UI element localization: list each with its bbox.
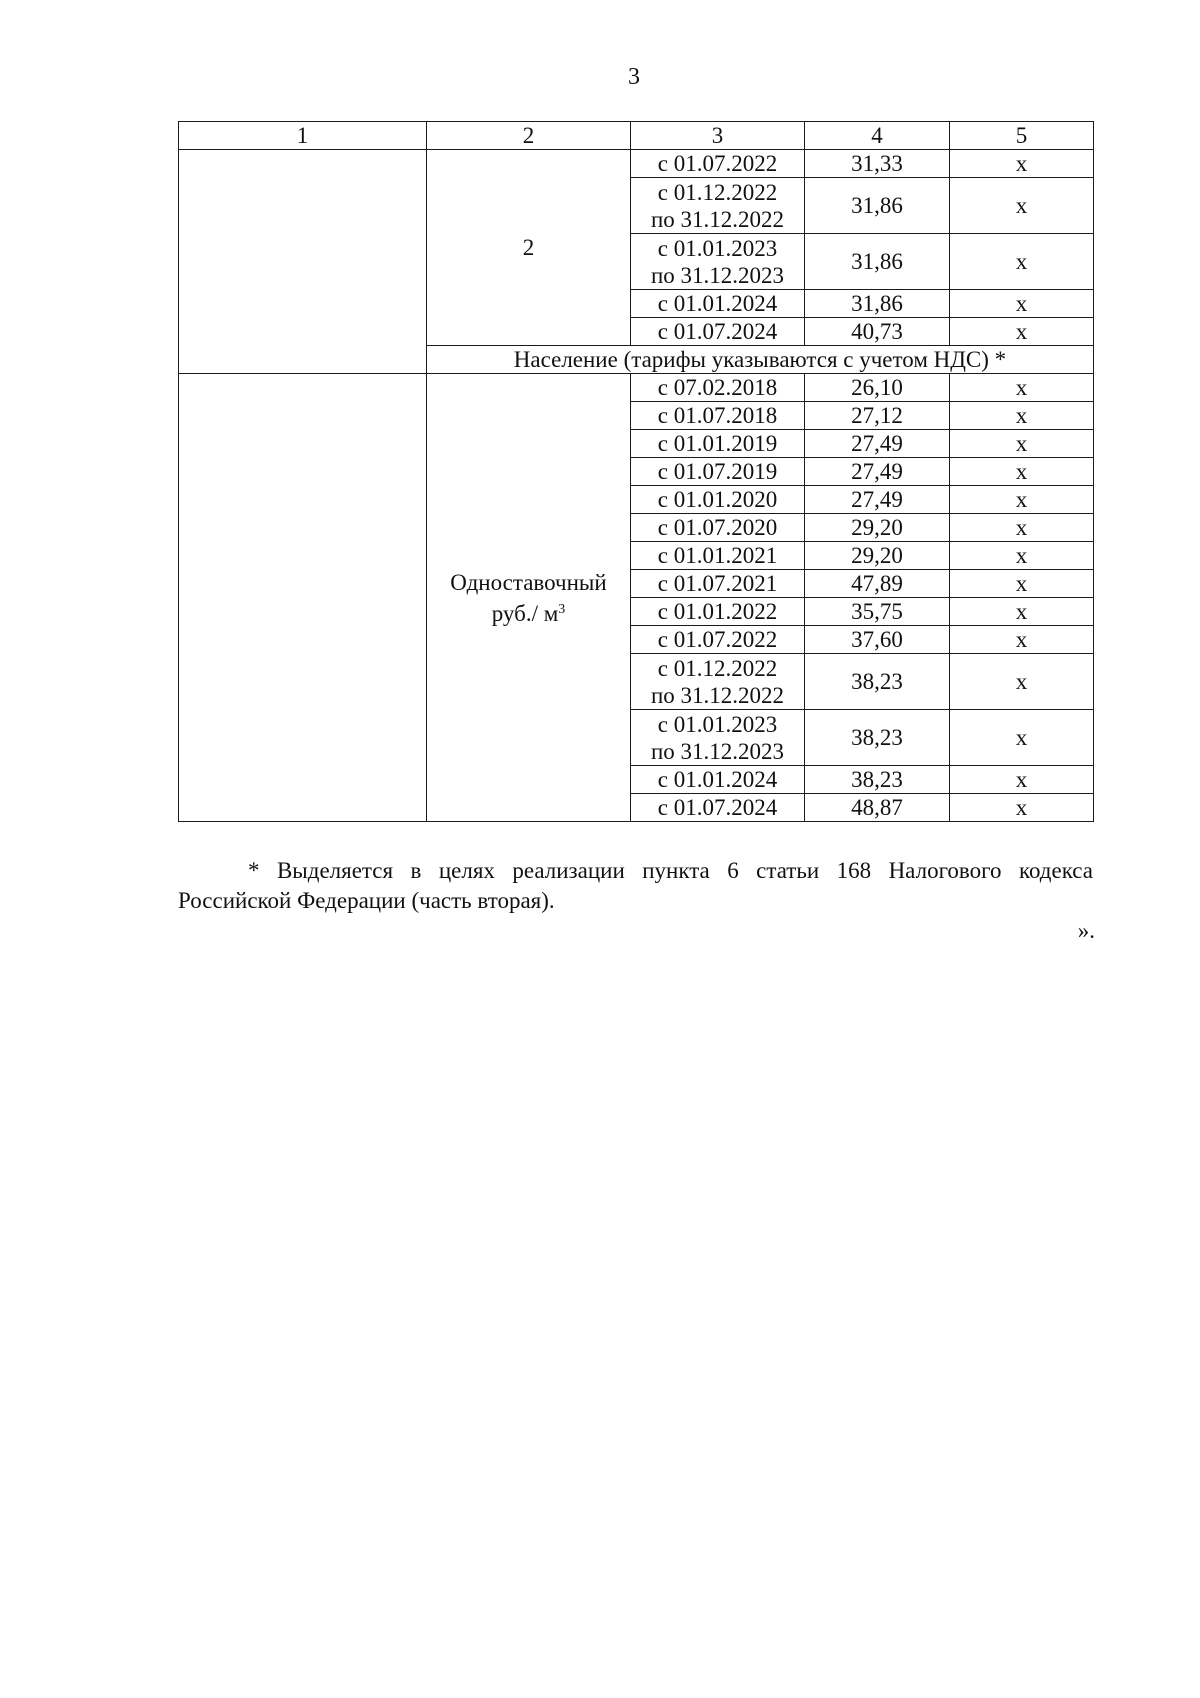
group2-col2-cell <box>427 374 631 822</box>
empty-col1-cell <box>179 150 427 374</box>
value-cell: 48,87 <box>805 794 950 822</box>
value-cell: 31,86 <box>805 178 950 234</box>
date-cell: с 01.07.2024 <box>631 318 805 346</box>
date-cell: с 01.07.2024 <box>631 794 805 822</box>
value-cell: 27,49 <box>805 486 950 514</box>
mark-cell: х <box>950 318 1094 346</box>
header-cell: 2 <box>427 122 631 150</box>
value-cell: 31,86 <box>805 234 950 290</box>
date-cell: с 01.07.2020 <box>631 514 805 542</box>
date-cell: с 01.01.2021 <box>631 542 805 570</box>
date-cell: с 01.01.2022 <box>631 598 805 626</box>
date-cell: с 01.01.2020 <box>631 486 805 514</box>
date-cell <box>631 234 805 290</box>
value-cell: 37,60 <box>805 626 950 654</box>
value-cell: 38,23 <box>805 710 950 766</box>
mark-cell: х <box>950 514 1094 542</box>
mark-cell: х <box>950 290 1094 318</box>
date-line-to: по 31.12.2022 <box>650 206 785 232</box>
date-line-from: с 01.01.2023 <box>657 235 778 261</box>
mark-cell: х <box>950 570 1094 598</box>
date-line-to: по 31.12.2022 <box>650 682 785 708</box>
value-cell: 29,20 <box>805 514 950 542</box>
mark-cell: х <box>950 598 1094 626</box>
header-cell: 4 <box>805 122 950 150</box>
mark-cell: х <box>950 794 1094 822</box>
date-cell: с 01.07.2022 <box>631 626 805 654</box>
mark-cell: х <box>950 486 1094 514</box>
date-cell: с 01.01.2019 <box>631 430 805 458</box>
date-cell <box>631 654 805 710</box>
date-line-from: с 01.01.2023 <box>657 711 778 737</box>
mark-cell: х <box>950 150 1094 178</box>
mark-cell: х <box>950 402 1094 430</box>
mark-cell: х <box>950 626 1094 654</box>
tariff-table <box>178 121 1094 822</box>
section-title-cell: Население (тарифы указываются с учетом НДС) * <box>427 346 1094 374</box>
value-cell: 27,49 <box>805 430 950 458</box>
mark-cell: х <box>950 374 1094 402</box>
closing-quote: ». <box>1077 918 1095 943</box>
mark-cell: х <box>950 710 1094 766</box>
value-cell: 31,33 <box>805 150 950 178</box>
date-cell <box>631 710 805 766</box>
tariff-table-container <box>178 121 1093 822</box>
value-cell: 26,10 <box>805 374 950 402</box>
unit-superscript: 3 <box>558 601 566 617</box>
date-line-from: с 01.12.2022 <box>657 179 778 205</box>
empty-col1-cell <box>179 374 427 822</box>
mark-cell: х <box>950 766 1094 794</box>
date-cell: с 01.07.2021 <box>631 570 805 598</box>
mark-cell: х <box>950 178 1094 234</box>
date-cell: с 01.07.2019 <box>631 458 805 486</box>
group1-col2-cell: 2 <box>427 150 631 346</box>
value-cell: 29,20 <box>805 542 950 570</box>
mark-cell: х <box>950 542 1094 570</box>
date-cell: с 07.02.2018 <box>631 374 805 402</box>
value-cell: 38,23 <box>805 654 950 710</box>
mark-cell: х <box>950 430 1094 458</box>
header-cell: 5 <box>950 122 1094 150</box>
mark-cell: х <box>950 458 1094 486</box>
header-cell: 1 <box>179 122 427 150</box>
mark-cell: х <box>950 234 1094 290</box>
value-cell: 35,75 <box>805 598 950 626</box>
table-row <box>179 374 1094 402</box>
date-cell <box>631 178 805 234</box>
tariff-type-label: Одноставочный <box>450 569 607 595</box>
date-line-to: по 31.12.2023 <box>650 262 785 288</box>
value-cell: 40,73 <box>805 318 950 346</box>
date-cell: с 01.07.2022 <box>631 150 805 178</box>
date-line-to: по 31.12.2023 <box>650 738 785 764</box>
table-row <box>179 150 1094 178</box>
unit-label: руб./ м <box>491 600 559 626</box>
page-number: 3 <box>628 64 640 90</box>
value-cell: 27,49 <box>805 458 950 486</box>
date-line-from: с 01.12.2022 <box>657 655 778 681</box>
value-cell: 31,86 <box>805 290 950 318</box>
date-cell: с 01.01.2024 <box>631 290 805 318</box>
header-cell: 3 <box>631 122 805 150</box>
value-cell: 38,23 <box>805 766 950 794</box>
mark-cell: х <box>950 654 1094 710</box>
value-cell: 27,12 <box>805 402 950 430</box>
value-cell: 47,89 <box>805 570 950 598</box>
table-header-row <box>179 122 1094 150</box>
date-cell: с 01.07.2018 <box>631 402 805 430</box>
footnote: * Выделяется в целях реализации пункта 6 статьи 168 Налогового кодекса Российской Федерации (часть вторая). <box>178 858 1093 913</box>
date-cell: с 01.01.2024 <box>631 766 805 794</box>
